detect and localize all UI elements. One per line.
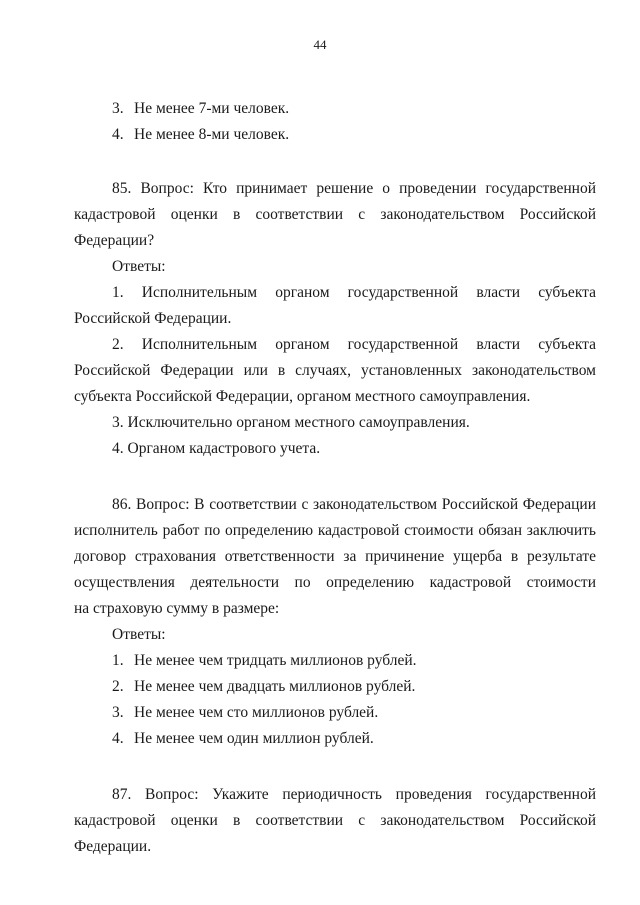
prev-answers-list xyxy=(74,96,596,148)
list-item: 4. Не менее чем один миллион рублей. xyxy=(112,730,374,747)
question-85-text: 85. Вопрос: Кто принимает решение о проведении государственной кадастровой оценки в соответствии с законодательством Российской Федерации? xyxy=(74,180,596,249)
list-item: 1. Не менее чем тридцать миллионов рублей. xyxy=(112,652,417,669)
question-86 xyxy=(74,492,596,752)
answer-2: 2. Исполнительным органом государственной власти субъекта Российской Федерации или в случаях, установленных законодательством субъекта Российской Федерации, органом местного самоуправления. xyxy=(74,336,596,405)
question-85 xyxy=(74,176,596,462)
answer-1: 1. Исполнительным органом государственной власти субъекта Российской Федерации. xyxy=(74,284,596,327)
answers-label: Ответы: xyxy=(112,626,166,643)
question-86-text: 86. Вопрос: В соответствии с законодательством Российской Федерации исполнитель работ по определению кадастровой стоимости обязан заключить договор страхования ответственности за причинение ущерба в результате осуществления деятельности по определению кадастровой стоимости на страховую сумму в размере: xyxy=(74,496,596,617)
list-item: 3. Не менее чем сто миллионов рублей. xyxy=(112,704,379,721)
list-item: 4. Не менее 8-ми человек. xyxy=(112,126,290,143)
answer-4: 4. Органом кадастрового учета. xyxy=(112,440,321,457)
question-87 xyxy=(74,782,596,860)
list-item: 2. Не менее чем двадцать миллионов рублей. xyxy=(112,678,416,695)
page-number: 44 xyxy=(313,37,327,52)
answer-3: 3. Исключительно органом местного самоуправления. xyxy=(112,414,470,431)
answers-label: Ответы: xyxy=(112,258,166,275)
list-item: 3. Не менее 7-ми человек. xyxy=(112,100,290,117)
question-87-text: 87. Вопрос: Укажите периодичность проведения государственной кадастровой оценки в соответствии с законодательством Российской Федерации. xyxy=(74,786,596,855)
